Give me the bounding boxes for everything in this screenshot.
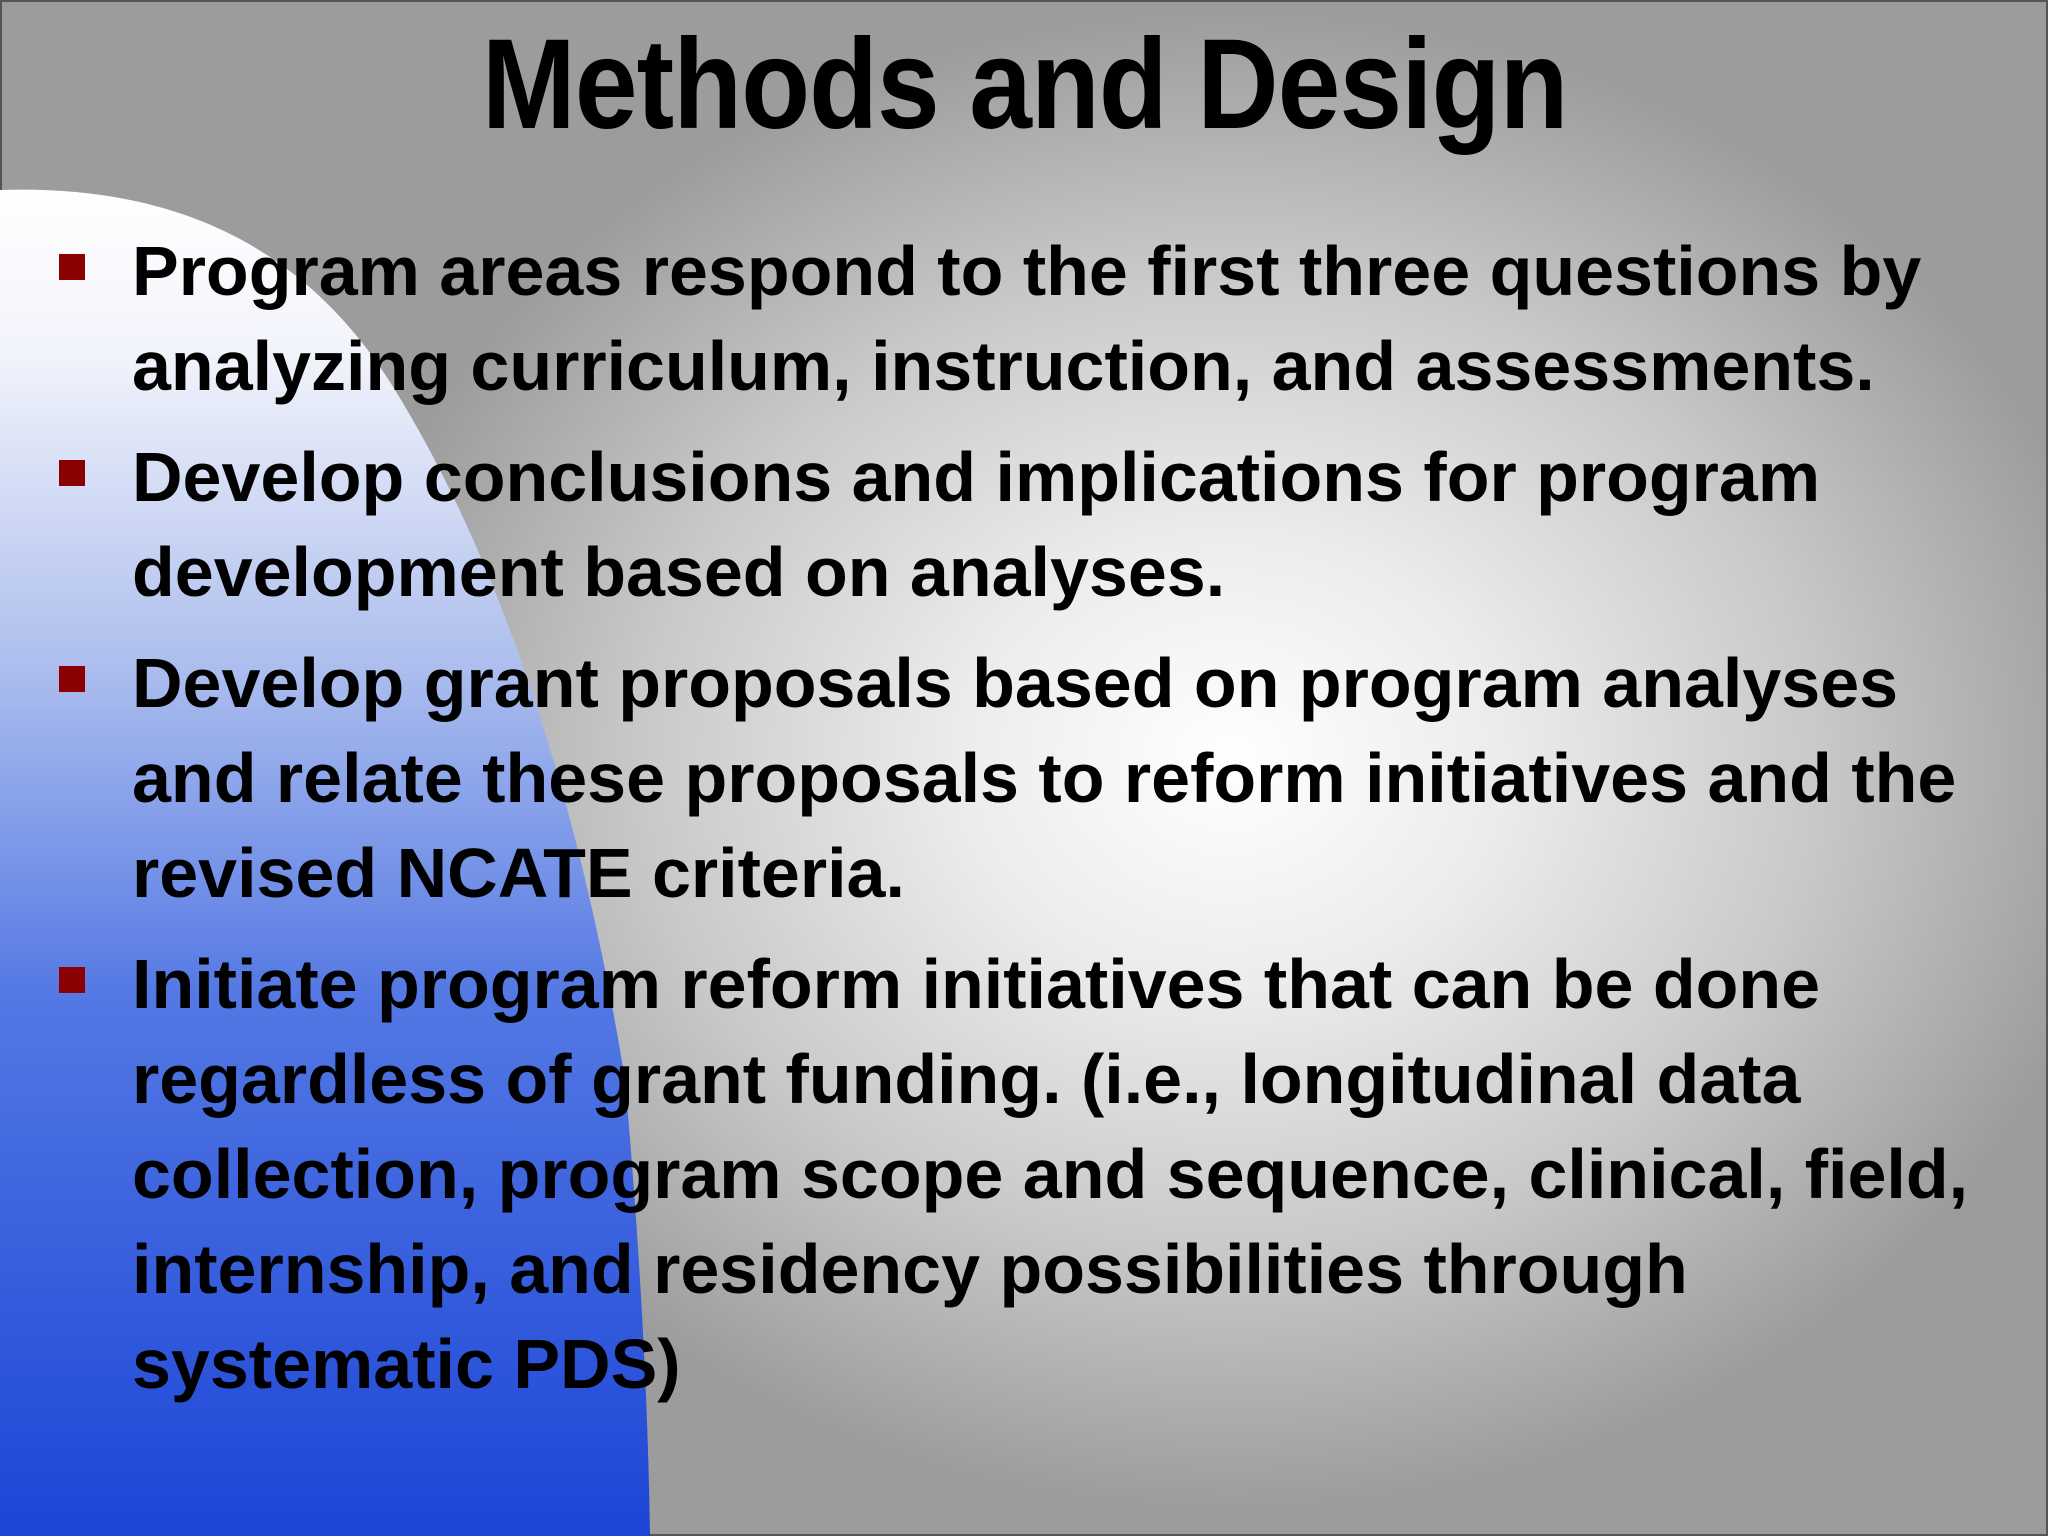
bullet-list [56,224,2006,1428]
square-bullet-icon [59,254,85,280]
bullet-item [56,430,2006,620]
square-bullet-icon [59,460,85,486]
bullet-item [56,937,2006,1412]
bullet-item [56,224,2006,414]
slide-title: Methods and Design [481,13,1568,156]
square-bullet-icon [59,967,85,993]
square-bullet-icon [59,666,85,692]
bullet-text: Develop conclusions and implications for program development based on analyses. [132,438,1821,611]
bullet-text: Program areas respond to the first three questions by analyzing curriculum, instruction, and assessments. [132,232,1922,405]
bullet-item [56,636,2006,921]
bullet-text: Develop grant proposals based on program analyses and relate these proposals to reform initiatives and the revised NCATE criteria. [132,644,1957,912]
bullet-text: Initiate program reform initiatives that can be done regardless of grant funding. (i.e., longitudinal data collection, program scope and sequence, clinical, field, internship, and residency possibilities through systematic PDS) [132,945,1969,1403]
